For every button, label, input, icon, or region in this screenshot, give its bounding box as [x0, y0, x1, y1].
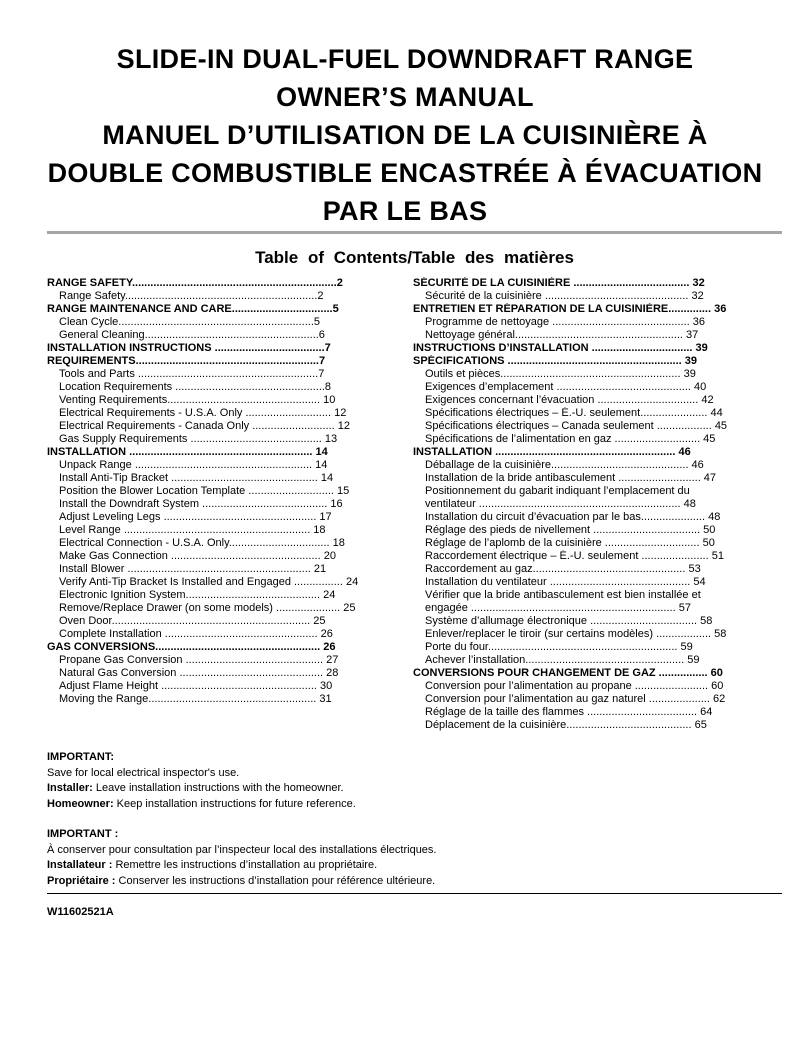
- toc-section-heading: RANGE SAFETY...................................................................2: [47, 277, 343, 289]
- title-divider: [47, 231, 782, 234]
- manual-title: [30, 40, 780, 230]
- toc-entry: Réglage de la taille des flammes .................................... 64: [425, 706, 713, 718]
- toc-entry: Electrical Requirements - Canada Only ........................... 12: [59, 420, 351, 432]
- toc-entry: Installation du ventilateur .............................................. 54: [425, 576, 706, 588]
- toc-section-heading: INSTALLATION INSTRUCTIONS ....................................7: [47, 342, 331, 354]
- toc-section-heading: GAS CONVERSIONS...................................................... 26: [47, 641, 336, 653]
- notes-en-heading: IMPORTANT:: [47, 751, 115, 763]
- title-line-5: PAR LE BAS: [322, 196, 488, 226]
- toc-entry: Programme de nettoyage ............................................. 36: [425, 316, 706, 328]
- toc-heading: Table of Contents/Table des matières: [255, 248, 574, 267]
- toc-entry: Vérifier que la bride antibasculement est bien installée et: [425, 589, 701, 601]
- toc-entry: Raccordement électrique – É.-U. seulement ...................... 51: [425, 550, 724, 562]
- toc-entry: Raccordement au gaz.................................................. 53: [425, 563, 701, 575]
- title-line-4: DOUBLE COMBUSTIBLE ENCASTRÉE À ÉVACUATION: [47, 158, 763, 188]
- toc-entry: Verify Anti-Tip Bracket Is Installed and Engaged ................ 24: [59, 576, 359, 588]
- notes-fr-line1: À conserver pour consultation par l’inspecteur local des installations électriques.: [47, 843, 437, 856]
- toc-entry: Electrical Requirements - U.S.A. Only ............................ 12: [59, 407, 347, 419]
- toc-entry: Spécifications électriques – É.-U. seulement...................... 44: [425, 407, 723, 419]
- toc-entry: Adjust Leveling Legs .................................................. 17: [59, 511, 332, 523]
- toc-entry: Sécurité de la cuisinière ............................................... 32: [425, 290, 704, 302]
- notes-en-installer: Installer: Leave installation instructions with the homeowner.: [47, 782, 344, 794]
- toc-entry: Make Gas Connection ................................................. 20: [59, 550, 336, 562]
- toc-entry: Conversion pour l’alimentation au propane ........................ 60: [425, 680, 724, 692]
- toc-entry: Moving the Range....................................................... 31: [59, 693, 332, 705]
- toc-entry: Adjust Flame Height ................................................... 30: [59, 680, 333, 692]
- notes-fr-heading: IMPORTANT :: [47, 828, 119, 840]
- toc-entry: Install the Downdraft System ......................................... 16: [59, 498, 343, 510]
- toc-entry: Système d’allumage électronique ................................... 58: [425, 615, 713, 627]
- toc-section-heading: RANGE MAINTENANCE AND CARE.................................5: [47, 303, 339, 315]
- toc-entry: Clean Cycle................................................................5: [59, 316, 321, 328]
- toc-entry: engagée ................................................................... 57: [425, 602, 691, 614]
- toc-entry: Réglage de l’aplomb de la cuisinière ............................... 50: [425, 537, 715, 549]
- toc-entry: Tools and Parts ...........................................................7: [59, 368, 325, 380]
- important-notes: [47, 750, 787, 889]
- title-line-3: MANUEL D’UTILISATION DE LA CUISINIÈRE À: [102, 120, 708, 150]
- toc-entry: Natural Gas Conversion ............................................... 28: [59, 667, 339, 679]
- toc-entry: General Cleaning.........................................................6: [59, 329, 325, 341]
- toc-entry: Range Safety...............................................................2: [59, 290, 324, 302]
- toc-column-english: [47, 277, 412, 706]
- toc-section-heading: SÉCURITÉ DE LA CUISINIÈRE ...................................... 32: [413, 277, 705, 289]
- toc-section-heading: INSTALLATION ............................................................ 14: [47, 446, 328, 458]
- toc-entry: Electrical Connection - U.S.A. Only................................. 18: [59, 537, 345, 549]
- notes-fr-installer: Installateur : Remettre les instructions d’installation au propriétaire.: [47, 859, 378, 871]
- toc-entry: Achever l’installation.................................................... 59: [425, 654, 700, 666]
- toc-entry: Position the Blower Location Template ............................ 15: [59, 485, 350, 497]
- title-line-1: SLIDE-IN DUAL-FUEL DOWNDRAFT RANGE: [116, 44, 694, 74]
- notes-fr-owner: Propriétaire : Conserver les instructions d’installation pour référence ultérieure.: [47, 874, 436, 887]
- toc-entry: Installation du circuit d’évacuation par le bas..................... 48: [425, 511, 721, 523]
- toc-entry: Réglage des pieds de nivellement ................................... 50: [425, 524, 716, 536]
- notes-en-line1: Save for local electrical inspector's use.: [47, 766, 240, 779]
- toc-column-french: [413, 277, 785, 732]
- toc-section-heading: SPÉCIFICATIONS ......................................................... 39: [413, 355, 698, 367]
- toc-entry: Installation de la bride antibasculement ........................... 47: [425, 472, 717, 484]
- toc-entry: Positionnement du gabarit indiquant l’emplacement du: [425, 485, 690, 497]
- toc-entry: Complete Installation .................................................. 26: [59, 628, 333, 640]
- title-line-2: OWNER’S MANUAL: [276, 82, 534, 112]
- toc-entry: ventilateur .................................................................. 48: [425, 498, 696, 510]
- toc-entry: Nettoyage général....................................................... 37: [425, 329, 699, 341]
- toc-entry: Electronic Ignition System............................................ 24: [59, 589, 336, 601]
- toc-entry: Outils et pièces........................................................... 39: [425, 368, 696, 380]
- toc-section-heading: INSTRUCTIONS D’INSTALLATION ................................. 39: [413, 342, 708, 354]
- footer-divider: [47, 893, 782, 894]
- toc-entry: Spécifications électriques – Canada seulement .................. 45: [425, 420, 728, 432]
- toc-entry: Conversion pour l’alimentation au gaz naturel .................... 62: [425, 693, 726, 705]
- toc-entry: Oven Door................................................................. 25: [59, 615, 326, 627]
- toc-entry: Venting Requirements.................................................. 10: [59, 394, 336, 406]
- toc-entry: Spécifications de l’alimentation en gaz ............................ 45: [425, 433, 716, 445]
- toc-entry: Unpack Range .......................................................... 14: [59, 459, 328, 471]
- toc-entry: Gas Supply Requirements ........................................... 13: [59, 433, 338, 445]
- notes-en-homeowner: Homeowner: Keep installation instructions for future reference.: [47, 797, 356, 810]
- toc-entry: Install Blower ............................................................ 21: [59, 563, 327, 575]
- toc-entry: Exigences d’emplacement ............................................ 40: [425, 381, 707, 393]
- toc-entry: Enlever/replacer le tiroir (sur certains modèles) .................. 58: [425, 628, 727, 640]
- toc-entry: Location Requirements .................................................8: [59, 381, 332, 393]
- document-number: W11602521A: [47, 906, 114, 918]
- toc-entry: Remove/Replace Drawer (on some models) ..................... 25: [59, 602, 356, 614]
- toc-section-heading: REQUIREMENTS............................................................7: [47, 355, 326, 367]
- toc-entry: Porte du four.............................................................. 59: [425, 641, 693, 653]
- toc-entry: Déplacement de la cuisinière......................................... 65: [425, 719, 707, 731]
- toc-section-heading: CONVERSIONS POUR CHANGEMENT DE GAZ ................ 60: [413, 667, 723, 679]
- toc-entry: Exigences concernant l’évacuation ................................. 42: [425, 394, 714, 406]
- toc-entry: Install Anti-Tip Bracket ................................................ 14: [59, 472, 334, 484]
- toc-section-heading: ENTRETIEN ET RÉPARATION DE LA CUISINIÈRE.............. 36: [413, 303, 727, 315]
- toc-section-heading: INSTALLATION ........................................................... 46: [413, 446, 691, 458]
- toc-entry: Déballage de la cuisinière............................................. 46: [425, 459, 704, 471]
- toc-entry: Level Range ............................................................. 18: [59, 524, 326, 536]
- toc-entry: Propane Gas Conversion ............................................. 27: [59, 654, 339, 666]
